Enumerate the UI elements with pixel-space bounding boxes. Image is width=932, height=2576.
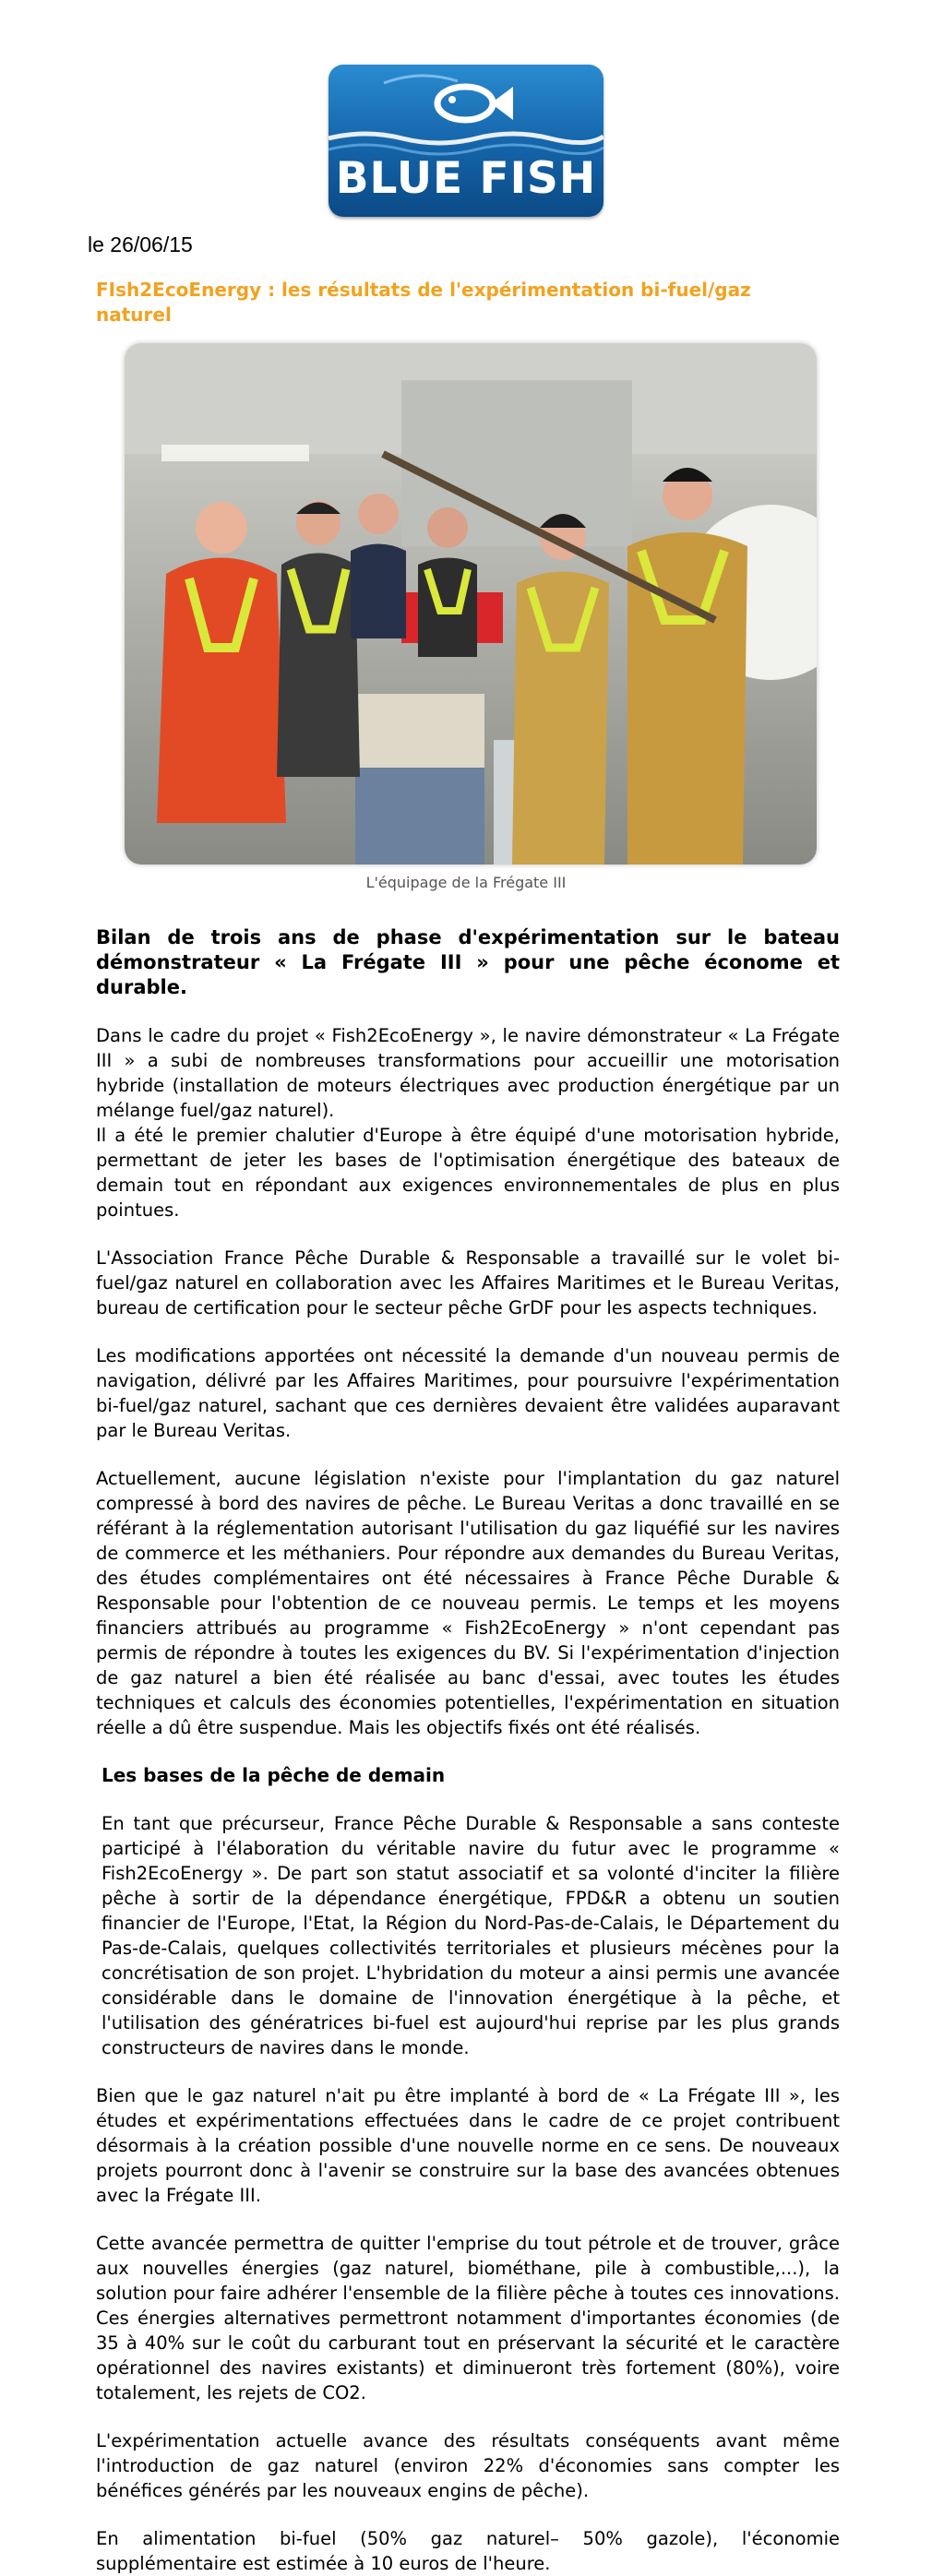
paragraph: Cette avancée permettra de quitter l'emprise du tout pétrole et de trouver, grâce aux nouvelles énergies (gaz naturel, biométhane, pile à combustible,...), la solution pour faire adhérer l'ensemble de la filière pêche à toutes ces innovations. Ces énergies alternatives permettront notamment d'importantes économies (de 35 à 40% sur le coût du carburant tout en préservant la sécurité et le caractère opérationnel des navires existants) et diminueront très fortement (80%), voire totalement, les rejets de CO2. bbox=[96, 2233, 840, 2403]
crew-photo bbox=[125, 343, 817, 865]
paragraph: Bien que le gaz naturel n'ait pu être implanté à bord de « La Frégate III », les études et expérimentations effectuées dans le cadre de ce projet contribuent désormais à la création possible d'une nouvelle norme en ce sens. De nouveaux projets pourront donc à l'avenir se construire sur la base des avancées obtenues avec la Frégate III. bbox=[96, 2085, 840, 2206]
logo-text: BLUE FISH bbox=[335, 153, 597, 204]
article-lead: Bilan de trois ans de phase d'expérimentation sur le bateau démonstrateur « La Frégate III » pour une pêche économe et durable. bbox=[96, 926, 840, 998]
paragraph: En alimentation bi-fuel (50% gaz naturel– 50% gazole), l'économie supplémentaire est estimée à 10 euros de l'heure. bbox=[96, 2528, 840, 2574]
article-title: FIsh2EcoEnergy : les résultats de l'expérimentation bi-fuel/gaz naturel bbox=[96, 279, 751, 326]
paragraph: Dans le cadre du projet « Fish2EcoEnergy », le navire démonstrateur « La Frégate III » a subi de nombreuses transformations pour accueillir une motorisation hybride (installation de moteurs électriques avec production énergétique par un mélange fuel/gaz naturel). bbox=[96, 1025, 840, 1121]
article-body bbox=[96, 925, 840, 2576]
section-heading: Les bases de la pêche de demain bbox=[102, 1764, 446, 1786]
paragraph: Les modifications apportées ont nécessité la demande d'un nouveau permis de navigation, délivré par les Affaires Maritimes, pour poursuivre l'expérimentation bi-fuel/gaz naturel, sachant que ces dernières devaient être validées auparavant par le Bureau Veritas. bbox=[96, 1345, 840, 1441]
paragraph: Actuellement, aucune législation n'existe pour l'implantation du gaz naturel compressé à bord des navires de pêche. Le Bureau Veritas a donc travaillé en se référant à la réglementation autorisant l'utilisation du gaz liquéfié sur les navires de commerce et les méthaniers. Pour répondre aux demandes du Bureau Veritas, des études complémentaires ont été nécessaires à France Pêche Durable & Responsable pour l'obtention de ce nouveau permis. Le temps et les moyens financiers attribués au programme « Fish2EcoEnergy » n'ont cependant pas permis de répondre à toutes les exigences du BV. Si l'expérimentation d'injection de gaz naturel a bien été réalisée au banc d'essai, avec toutes les études techniques et calculs des économies potentielles, l'expérimentation en situation réelle a dû être suspendue. Mais les objectifs fixés ont été réalisés. bbox=[96, 1468, 840, 1738]
photo-caption: L'équipage de la Frégate III bbox=[365, 874, 567, 891]
blue-fish-logo bbox=[329, 65, 603, 217]
paragraph: L'expérimentation actuelle avance des résultats conséquents avant même l'introduction de gaz naturel (environ 22% d'économies sans compter les bénéfices générés par les nouveaux engins de pêche). bbox=[96, 2430, 840, 2501]
paragraph: L'Association France Pêche Durable & Responsable a travaillé sur le volet bi-fuel/gaz naturel en collaboration avec les Affaires Maritimes et le Bureau Veritas, bureau de certification pour le secteur pêche GrDF pour les aspects techniques. bbox=[96, 1247, 840, 1318]
paragraph: Il a été le premier chalutier d'Europe à être équipé d'une motorisation hybride, permettant de jeter les bases de l'optimisation énergétique des bateaux de demain tout en répondant aux exigences environnementales de plus en plus pointues. bbox=[96, 1125, 840, 1221]
paragraph: En tant que précurseur, France Pêche Durable & Responsable a sans conteste participé à l'élaboration du véritable navire du futur avec le programme « Fish2EcoEnergy ». De part son statut associatif et sa volonté d'inciter la filière pêche à sortir de la dépendance énergétique, FPD&R a obtenu un soutien financier de l'Europe, l'Etat, la Région du Nord-Pas-de-Calais, le Département du Pas-de-Calais, quelques collectivités territoriales et plusieurs mécènes pour la concrétisation de son projet. L'hybridation du moteur a ainsi permis une avancée considérable dans le domaine de l'innovation énergétique à la pêche, et l'utilisation des génératrices bi-fuel est aujourd'hui reprise par les plus grands constructeurs de navires dans le monde. bbox=[102, 1813, 840, 2058]
publication-date: le 26/06/15 bbox=[88, 233, 193, 256]
